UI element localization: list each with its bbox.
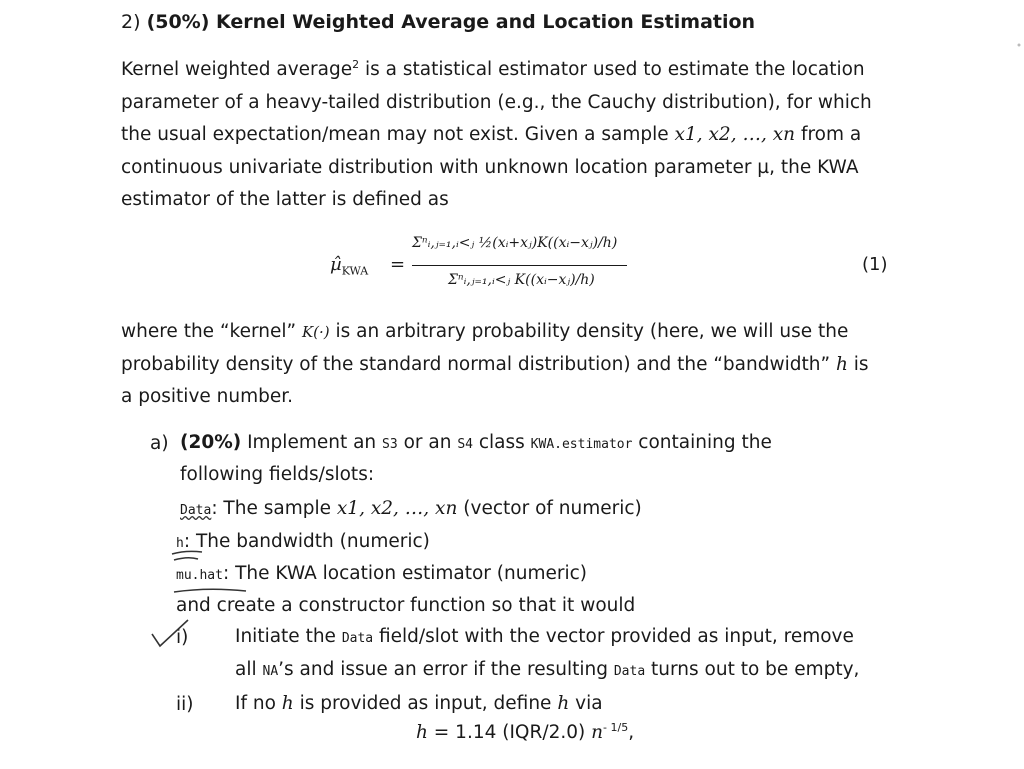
item-i-line1: Initiate the Data field/slot with the vector provided as input, remove bbox=[235, 626, 854, 647]
bandwidth-formula: h = 1.14 (IQR/2.0) $n^{- 1/5}$, bbox=[416, 720, 635, 743]
kernel-text: probability density of the standard normal distribution) and the “bandwidth” bbox=[121, 353, 836, 375]
intro-text: the usual expectation/mean may not exist. Given a sample bbox=[121, 124, 675, 145]
kwa-equation bbox=[330, 232, 750, 302]
part-a-intro: (20%) Implement an S3 or an S4 class KWA.estimator containing the bbox=[180, 432, 772, 453]
section-number: 2) bbox=[121, 11, 141, 33]
intro-text: from a bbox=[795, 124, 862, 145]
handwritten-check-icon bbox=[148, 616, 196, 652]
kernel-text: where the “kernel” bbox=[121, 321, 302, 342]
footnote-marker: 2 bbox=[352, 57, 360, 71]
equation-numerator: Σⁿᵢ,ⱼ₌₁,ᵢ<ⱼ ½(xᵢ+xⱼ)K((xᵢ−xⱼ)/h) bbox=[412, 235, 618, 251]
section-heading bbox=[121, 8, 755, 36]
kernel-text: is an arbitrary probability density (here, we will use the bbox=[329, 321, 849, 342]
equation-lhs: $\mû_{KWA}$ bbox=[330, 254, 369, 278]
handwritten-underline-h bbox=[168, 548, 208, 564]
part-a-fields-intro: following fields/slots: bbox=[180, 464, 375, 485]
intro-text: estimator of the latter is defined as bbox=[121, 189, 449, 210]
intro-text: is a statistical estimator used to estimate the location bbox=[359, 59, 865, 80]
equation-number: (1) bbox=[862, 254, 888, 275]
item-ii-label: ii) bbox=[176, 694, 194, 715]
equation-denominator: Σⁿᵢ,ⱼ₌₁,ᵢ<ⱼ K((xᵢ−xⱼ)/h) bbox=[448, 272, 595, 288]
field-h: h: The bandwidth (numeric) bbox=[176, 531, 430, 552]
bandwidth-symbol: h bbox=[835, 353, 848, 375]
intro-paragraph bbox=[121, 54, 901, 217]
kernel-text: is bbox=[847, 353, 869, 375]
intro-text: Kernel weighted average bbox=[121, 59, 353, 80]
equals-sign: = bbox=[390, 254, 406, 275]
field-data: Data: The sample x1, x2, …, xn (vector of numeric) bbox=[180, 498, 642, 519]
item-i-label: i) bbox=[176, 627, 189, 648]
fraction-bar bbox=[412, 265, 627, 266]
kernel-text: a positive number. bbox=[121, 386, 294, 407]
scan-speck bbox=[1016, 40, 1022, 50]
section-title: (50%) Kernel Weighted Average and Location Estimation bbox=[146, 11, 756, 33]
item-ii-text: If no h is provided as input, define h via bbox=[235, 693, 603, 714]
part-a-label: a) bbox=[150, 433, 169, 454]
kernel-symbol: K(·) bbox=[301, 323, 330, 341]
sample-variables: x1, x2, …, xn bbox=[674, 124, 796, 145]
constructor-text: and create a constructor function so that it would bbox=[176, 595, 636, 616]
field-mu-hat: mu.hat: The KWA location estimator (numeric) bbox=[176, 563, 587, 584]
intro-text: parameter of a heavy-tailed distribution (e.g., the Cauchy distribution), for which bbox=[121, 91, 872, 113]
item-i-line2: all NA’s and issue an error if the resulting Data turns out to be empty, bbox=[235, 659, 860, 680]
kernel-paragraph bbox=[121, 316, 901, 414]
intro-text: continuous univariate distribution with unknown location parameter µ, the KWA bbox=[121, 156, 859, 178]
handwritten-underline-mu bbox=[172, 586, 252, 598]
